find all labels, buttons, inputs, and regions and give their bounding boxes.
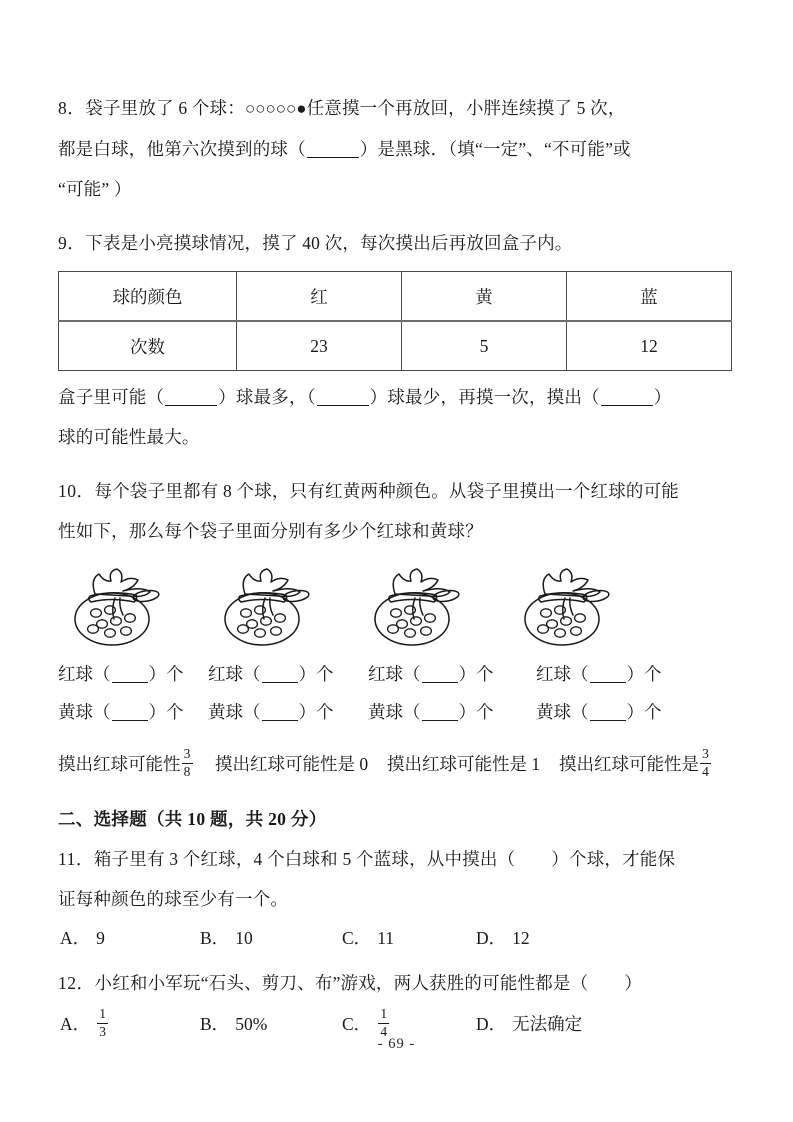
question-9-text-c: ）球最少，再摸一次，摸出（: [369, 387, 600, 407]
probability-text: 摸出红球可能性是 0: [215, 754, 369, 774]
fraction-three-eighths: [182, 747, 193, 778]
answer-blank[interactable]: [317, 405, 369, 406]
fraction-one-third: [97, 1007, 108, 1038]
option-d[interactable]: [476, 919, 530, 957]
option-value: 12: [512, 928, 530, 948]
question-8-text-b: 任意摸一个再放回，小胖连续摸了 5 次，: [306, 98, 626, 118]
yellow-ball-unit: ）个: [298, 702, 334, 722]
probability-statement-4: [559, 747, 712, 781]
yellow-ball-answer-3: [358, 693, 518, 731]
yellow-ball-unit: ）个: [458, 702, 494, 722]
table-cell-count-red: 23: [237, 321, 402, 371]
table-cell-count-yellow: 5: [402, 321, 567, 371]
option-label: A．: [60, 1014, 91, 1034]
answer-blank[interactable]: [262, 682, 298, 683]
question-10-stem-line-1: 每个袋子里都有 8 个球，只有红黄两种颜色。从袋子里摸出一个红球的可能: [94, 481, 679, 501]
question-9-fill-line-1: [58, 377, 735, 417]
question-12-number: 12．: [58, 973, 95, 993]
yellow-ball-answer-4: [518, 693, 686, 731]
option-value: 10: [235, 928, 253, 948]
answer-blank[interactable]: [422, 682, 458, 683]
question-11: [58, 839, 735, 879]
option-label: B．: [200, 928, 230, 948]
table-cell-color-blue: 蓝: [567, 272, 732, 322]
fraction-numerator: 1: [380, 1006, 388, 1022]
yellow-ball-answer-row: [58, 693, 732, 731]
fraction-denominator: 4: [700, 763, 711, 779]
question-12-text-a: 小红和小军玩“石头、剪刀、布”游戏，两人获胜的可能性都是（: [94, 973, 589, 993]
ball-bag-icon: [518, 563, 614, 649]
answer-blank[interactable]: [112, 682, 148, 683]
answer-blank[interactable]: [112, 720, 148, 721]
yellow-ball-answer-1: [58, 693, 208, 731]
question-8-text-d: ）是黑球．（填“一定”、“不可能”或: [359, 139, 631, 159]
question-11-text-b: ）个球，才能保: [551, 849, 676, 869]
question-8-line-3: “可能” ）: [58, 179, 132, 199]
red-ball-label: 红球（: [58, 664, 111, 684]
fraction-denominator: 3: [97, 1023, 108, 1039]
question-10-stem-line-2: 性如下，那么每个袋子里面分别有多少个红球和黄球？: [58, 521, 483, 541]
probability-statement-3: [387, 747, 559, 781]
answer-blank[interactable]: [601, 405, 653, 406]
answer-blank[interactable]: [590, 682, 626, 683]
red-ball-answer-2: [208, 655, 358, 693]
yellow-ball-unit: ）个: [148, 702, 184, 722]
answer-blank[interactable]: [307, 157, 359, 158]
answer-blank[interactable]: [422, 720, 458, 721]
ball-symbols: ○○○○○●: [244, 99, 307, 118]
page-number: - 69 -: [377, 1036, 416, 1052]
probability-text: 摸出红球可能性是 1: [387, 754, 541, 774]
ball-bag-icon: [368, 563, 464, 649]
yellow-ball-label: 黄球（: [536, 702, 589, 722]
draw-results-table: [58, 271, 732, 371]
option-value: 11: [377, 928, 395, 948]
table-cell-count-blue: 12: [567, 321, 732, 371]
fraction-numerator: 3: [702, 746, 709, 762]
yellow-ball-label: 黄球（: [208, 702, 261, 722]
table-row: [59, 321, 732, 371]
probability-statement-2: [215, 747, 387, 781]
option-b[interactable]: [200, 919, 253, 957]
fraction-numerator: 1: [99, 1006, 107, 1022]
bag-illustration-4: [518, 563, 668, 649]
question-9-stem: 下表是小亮摸球情况，摸了 40 次，每次摸出后再放回盒子内。: [85, 233, 573, 253]
fraction-denominator: 4: [378, 1023, 389, 1039]
answer-blank[interactable]: [165, 405, 217, 406]
question-12: [58, 963, 735, 1003]
question-9-text-a: 盒子里可能（: [58, 387, 165, 407]
yellow-ball-label: 黄球（: [58, 702, 111, 722]
red-ball-unit: ）个: [458, 664, 494, 684]
option-label: D．: [476, 928, 507, 948]
ball-bag-icon: [218, 563, 314, 649]
probability-statement-1: [58, 747, 215, 781]
probability-text: 摸出红球可能性是: [559, 754, 699, 774]
fraction-three-quarters: [700, 747, 711, 778]
option-value: 无法确定: [512, 1014, 583, 1034]
option-label: C．: [342, 1014, 372, 1034]
option-label: C．: [342, 928, 372, 948]
table-cell-color-red: 红: [237, 272, 402, 322]
red-ball-label: 红球（: [536, 664, 589, 684]
red-ball-answer-4: [518, 655, 686, 693]
answer-blank[interactable]: [262, 720, 298, 721]
bag-illustration-1: [68, 563, 218, 649]
table-header-color-label: 球的颜色: [59, 272, 237, 322]
bag-illustrations: [68, 563, 728, 649]
fraction-one-quarter: [378, 1007, 389, 1038]
bag-illustration-3: [368, 563, 518, 649]
question-8-text-c: 都是白球，他第六次摸到的球（: [58, 139, 306, 159]
red-ball-label: 红球（: [368, 664, 421, 684]
red-ball-unit: ）个: [298, 664, 334, 684]
question-8-number: 8．: [58, 98, 86, 118]
question-11-line-2: 证每种颜色的球至少有一个。: [58, 889, 289, 909]
option-label: D．: [476, 1014, 507, 1034]
ball-bag-icon: [68, 563, 164, 649]
option-value: 50%: [235, 1014, 268, 1034]
option-c[interactable]: [342, 919, 394, 957]
question-11-number: 11．: [58, 849, 94, 869]
question-8-text-a: 袋子里放了 6 个球：: [85, 98, 245, 118]
question-9-text-d: ）: [653, 387, 672, 407]
option-a[interactable]: [60, 919, 105, 957]
section-heading-multiple-choice: 二、选择题（共 10 题，共 20 分）: [58, 809, 327, 829]
option-label: B．: [200, 1014, 230, 1034]
red-ball-unit: ）个: [626, 664, 662, 684]
question-9-text-b: ）球最多，（: [218, 387, 316, 407]
question-9: [58, 223, 735, 263]
question-12-text-b: ）: [624, 973, 643, 993]
option-label: A．: [60, 928, 91, 948]
answer-blank[interactable]: [590, 720, 626, 721]
fraction-numerator: 3: [183, 746, 191, 762]
red-ball-answer-1: [58, 655, 208, 693]
red-ball-label: 红球（: [208, 664, 261, 684]
question-9-number: 9．: [58, 233, 86, 253]
question-8: [58, 88, 735, 129]
question-10: [58, 471, 735, 511]
red-ball-unit: ）个: [148, 664, 184, 684]
fraction-denominator: 8: [182, 763, 193, 779]
question-10-number: 10．: [58, 481, 95, 501]
option-value: 9: [96, 928, 105, 948]
bag-illustration-2: [218, 563, 368, 649]
question-11-options: [58, 919, 732, 957]
table-header-count-label: 次数: [59, 321, 237, 371]
red-ball-answer-3: [358, 655, 518, 693]
question-9-fill-line-2: 球的可能性最大。: [58, 427, 200, 447]
yellow-ball-label: 黄球（: [368, 702, 421, 722]
yellow-ball-unit: ）个: [626, 702, 662, 722]
table-cell-color-yellow: 黄: [402, 272, 567, 322]
table-row: [59, 272, 732, 322]
probability-text: 摸出红球可能性: [58, 754, 181, 774]
question-8-line-2: [58, 129, 735, 169]
probability-statement-row: [58, 747, 738, 781]
red-ball-answer-row: [58, 655, 732, 693]
yellow-ball-answer-2: [208, 693, 358, 731]
question-11-text-a: 箱子里有 3 个红球，4 个白球和 5 个蓝球，从中摸出（: [93, 849, 516, 869]
